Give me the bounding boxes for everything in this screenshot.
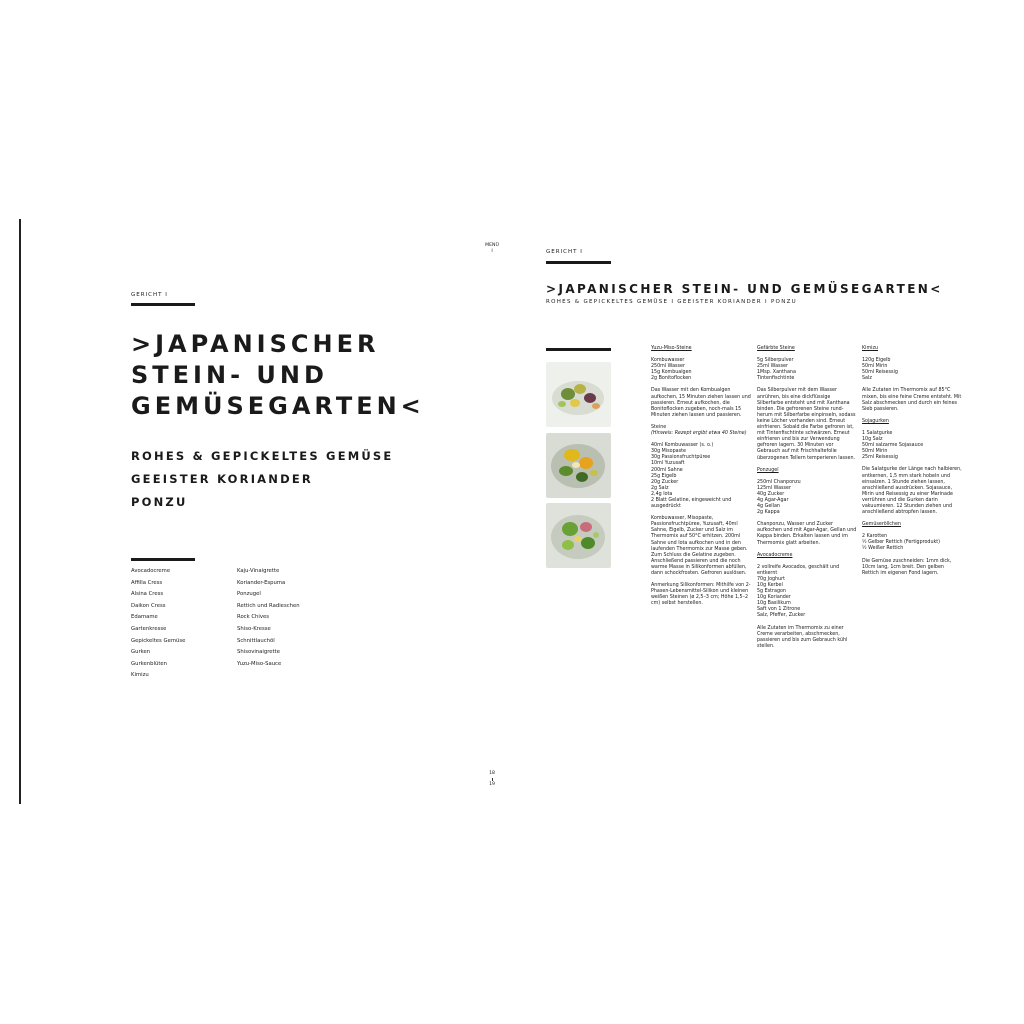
index-item: Gurkenblüten: [131, 660, 168, 667]
index-item: Daikon Cress: [131, 602, 166, 609]
ingredient: 1 Salatgurke: [862, 430, 893, 436]
ingredient: Tintenfischtinte: [757, 376, 795, 382]
index-item: Edamame: [131, 614, 158, 621]
left-kicker: GERICHT I: [131, 292, 168, 298]
ingredient: 10g Kerbel: [757, 583, 783, 588]
section-heading: Ponzugel: [757, 467, 779, 473]
index-item: Alsina Cress: [131, 591, 164, 598]
index-item: Koriander-Espuma: [237, 579, 286, 586]
ingredient: 10g Basilikum: [757, 601, 791, 607]
left-kicker-rule: [131, 303, 195, 306]
right-title: >JAPANISCHER STEIN- UND GEMÜSEGARTEN<: [546, 282, 943, 296]
ingredient: 20g Zucker: [651, 479, 679, 485]
method-text: Kombuwasser, Misopaste, Passionsfruchtpüree, Yuzusaft, 40ml Sahne, Eigelb, Zucker und Salz im Thermomix auf 50°C erhitzen. 200ml Sahne und Iota aufkochen und in den laufenden Thermomix zur Masse geben. Zum Schluss die Gelatine zugeben. Anschließend passieren und die noch warme Masse in Silikonformen abfüllen, dann schockfrosten. Gefroren auslösen.: [651, 516, 748, 576]
ingredient: 2 vollreife Avocados, geschält und entkernt: [757, 564, 840, 576]
index-item: Ponzugel: [237, 591, 261, 598]
page-numbers: [484, 771, 500, 788]
ingredient: ½ Weißer Rettich: [862, 546, 904, 552]
section-heading: Avocadocreme: [757, 552, 793, 558]
ingredient: 25ml Reisessig: [862, 455, 898, 461]
index-item: Kaju-Vinaigrette: [237, 568, 280, 574]
method-text: Das Wasser mit den Kombualgen aufkochen, 15 Minuten ziehen lassen und passieren. Erneut aufkochen, die Bonitoflocken zugeben, noch-mals 15 Minuten ziehen lassen und passieren.: [651, 388, 751, 418]
page-number-right: 19: [489, 781, 495, 787]
ingredient: 2,4g Iota: [651, 491, 673, 497]
index-item: Avocadocreme: [131, 568, 171, 574]
recipe-column-2: [757, 346, 857, 650]
section-heading: Gemüseröllchen: [862, 522, 901, 528]
section-heading: Yuzu-Miso-Steine: [651, 346, 692, 351]
ingredient: 2 Karotten: [862, 534, 888, 540]
section-heading: Gefärbte Steine: [757, 346, 795, 351]
ingredient: 50ml Reisessig: [862, 370, 898, 376]
left-title: [131, 329, 425, 422]
method-text: Das Silberpulver mit dem Wasser anrühren, bis eine dickflüssige Silberfarbe entsteht und mit Xanthana binden. Die gefrorenen Steine rund-herum mit Silberfarbe einpinseln, sodass keine Löcher vorhanden sind. Erneut einfrieren. Sobald die Farbe gefroren ist, mit Tintenfischtinte schwärzen. Erneut einfrieren und bis zur Verwendung gefroren lagern. 30 Minuten vor Gebrauch auf mit Frischhaltefolie überzogenen Tellern temperieren lassen.: [757, 388, 856, 461]
ingredient: 50ml salzarme Sojasauce: [862, 443, 924, 449]
component-list: [131, 445, 393, 514]
index-item: Gartenkresse: [131, 625, 167, 632]
index-item: Shiso-Kresse: [237, 625, 271, 632]
ingredient: 125ml Wasser: [757, 485, 791, 491]
ingredient: 15g Kombualgen: [651, 370, 692, 376]
method-text: Alle Zutaten im Thermomix auf 85°C mixen, bis eine feine Creme entsteht. Mit Salz abschmecken und durch ein feines Sieb passieren.: [862, 388, 962, 412]
ingredient: 50ml Mirin: [862, 364, 888, 370]
index-item: Yuzu-Miso-Sauce: [237, 660, 282, 667]
ingredient: 120g Eigelb: [862, 358, 891, 364]
menu-number: I: [491, 248, 493, 254]
book-spine-line: [19, 219, 21, 804]
index-item: Schnittlauchöl: [237, 637, 275, 644]
method-text: Die Salatgurke der Länge nach halbieren, entkernen, 1,5 mm stark hobeln und einsalzen. 1 Stunde ziehen lassen, anschließend ausdrücken. Sojasauce, Mirin und Reisessig zu einer Marinade verrühren und die Gurken darin vakuumieren. 12 Stunden ziehen und anschließend abtropfen lassen.: [862, 467, 962, 516]
right-column-rule: [546, 348, 611, 351]
sub-note: (Hinweis: Rezept ergibt etwa 40 Steine): [651, 431, 747, 437]
ingredient: 5g Silberpulver: [757, 358, 794, 364]
index-item: Affilla Cress: [131, 579, 163, 586]
ingredient: 4g Gellan: [757, 504, 780, 510]
page-number-divider: [492, 778, 493, 781]
ingredient: 30g Passionsfruchtpüree: [651, 455, 711, 461]
ingredient: Salz, Pfeffer, Zucker: [757, 613, 806, 619]
index-column-2: [237, 566, 357, 670]
ingredient: 25g Eigelb: [651, 473, 677, 479]
sub-heading: Steine: [651, 424, 667, 430]
ingredient: 250ml Chanponzu: [757, 479, 801, 485]
ingredient: 5g Estragon: [757, 589, 786, 595]
index-item: Shisovinaigrette: [237, 649, 280, 656]
right-kicker-rule: [546, 261, 611, 264]
index-rule: [131, 558, 195, 561]
section-heading: Kimizu: [862, 346, 879, 351]
ingredient: 10g Salz: [862, 437, 883, 443]
ingredient: 50ml Mirin: [862, 449, 888, 455]
ingredient: 250ml Wasser: [651, 364, 685, 370]
ingredient: 2g Bonitoflocken: [651, 376, 692, 382]
component-item: PONZU: [131, 495, 188, 509]
recipe-column-1: [651, 346, 751, 607]
ingredient: 200ml Sahne: [651, 467, 683, 473]
ingredient: 2g Kappa: [757, 510, 780, 516]
ingredient: Salz: [862, 376, 872, 382]
right-subtitle: ROHES & GEPICKELTES GEMÜSE I GEEISTER KORIANDER I PONZU: [546, 299, 797, 305]
ingredient: ½ Gelber Rettich (Fertigprodukt): [862, 540, 941, 546]
right-kicker: GERICHT I: [546, 249, 583, 255]
menu-marker: [484, 243, 500, 255]
menu-label: MENÜ: [485, 243, 499, 248]
index-item: Rock Chives: [237, 614, 270, 621]
index-column-1: [131, 566, 231, 682]
ingredient: 40ml Kombuwasser (s. o.): [651, 443, 714, 449]
ingredient: 2 Blatt Gelatine, eingeweicht und ausgedrückt: [651, 497, 732, 510]
method-text: Chanponzu, Wasser und Zucker aufkochen und mit Agar-Agar, Gellan und Kappa binden. Erkalten lassen und im Thermomix glatt arbeiten.: [757, 522, 857, 546]
recipe-column-3: [862, 346, 962, 577]
note-text: Anmerkung Silikonformen: Mithilfe von 2-Phasen-Lebensmittel-Silikon und kleinen weißen Steinen (ø 2,5–3 cm; Höhe 1,5–2 cm) selbst herstellen.: [651, 583, 751, 607]
component-item: ROHES & GEPICKELTES GEMÜSE: [131, 449, 394, 463]
ingredient: Kombuwasser: [651, 358, 685, 364]
ingredient: 10ml Yuzusaft: [651, 461, 685, 467]
page-number-left: 18: [489, 771, 495, 776]
index-item: Gepickeltes Gemüse: [131, 637, 186, 644]
component-item: GEEISTER KORIANDER: [131, 472, 313, 486]
ingredient: 4g Agar-Agar: [757, 497, 789, 503]
index-item: Kimizu: [131, 672, 149, 679]
dish-photo-3: [546, 503, 611, 568]
ingredient: Saft von 1 Zitrone: [757, 607, 801, 613]
ingredient: 2g Salz: [651, 485, 669, 491]
dish-photo-1: [546, 362, 611, 427]
dish-photo-2: [546, 433, 611, 498]
ingredient: 10g Koriander: [757, 595, 791, 601]
ingredient: 1Msp. Xanthana: [757, 370, 796, 376]
ingredient: 30g Misopaste: [651, 449, 686, 455]
title-line-2: STEIN- UND: [131, 361, 328, 389]
ingredient: 25ml Wasser: [757, 364, 788, 370]
section-heading: Sojagurken: [862, 418, 889, 424]
index-item: Gurken: [131, 649, 151, 656]
title-line-1: >JAPANISCHER: [131, 330, 380, 358]
method-text: Die Gemüse zuschneiden: 1mm dick, 10cm lang, 1cm breit. Den gelben Rettich im eigenen Fond lagern.: [862, 558, 952, 576]
index-item: Rettich und Radieschen: [237, 602, 300, 609]
title-line-3: GEMÜSEGARTEN<: [131, 392, 425, 420]
ingredient: 40g Zucker: [757, 491, 785, 497]
method-text: Alle Zutaten im Thermomix zu einer Creme verarbeiten, abschmecken, passieren und bis zum Gebrauch kühl stellen.: [757, 625, 848, 649]
ingredient: 70g Joghurt: [757, 576, 786, 582]
